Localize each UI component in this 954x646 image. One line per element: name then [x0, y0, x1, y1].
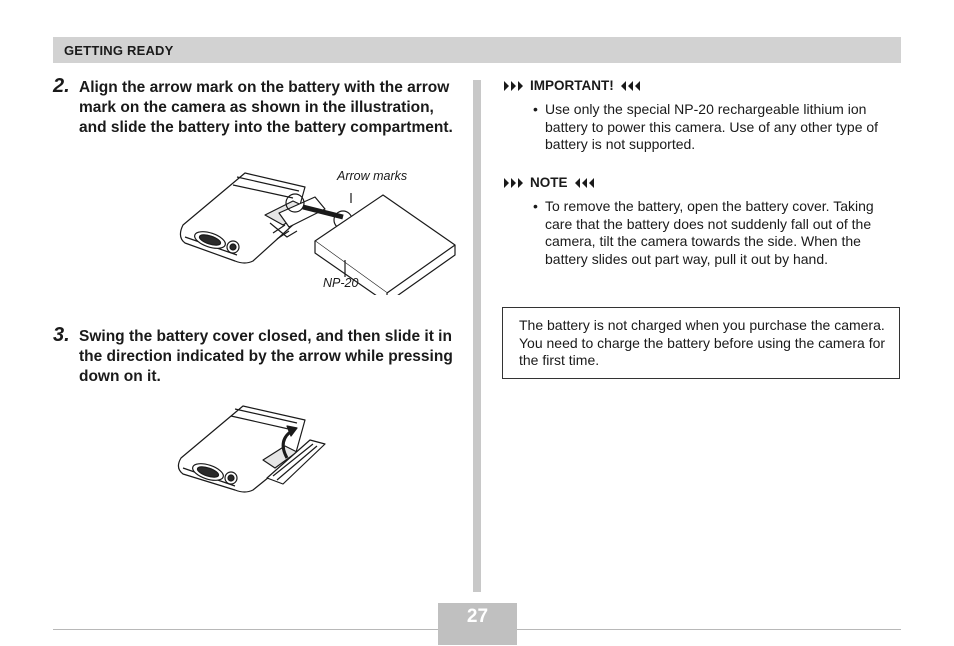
notice-text: The battery is not charged when you purchase the camera. You need to charge the battery before using the camera for the first time.: [519, 317, 886, 368]
section-title: GETTING READY: [64, 43, 174, 58]
page-number-tab: [438, 603, 517, 645]
notice-box: [502, 307, 900, 379]
section-header-bar: [53, 37, 901, 63]
important-title: IMPORTANT!: [530, 78, 614, 93]
note-heading: [503, 175, 595, 190]
list-item: • Use only the special NP-20 rechargeable lithium ion battery to power this camera. Use of any other type of battery is not supported.: [533, 101, 895, 154]
page-number: 27: [466, 606, 489, 627]
column-divider: [473, 80, 481, 592]
battery-label: NP-20: [323, 276, 359, 290]
list-item: • To remove the battery, open the battery cover. Taking care that the battery does not suddenly fall out of the camera, tilt the camera towards the side. When the battery slides out part way, pull it out by hand.: [533, 198, 895, 268]
triple-arrow-left-icon: [573, 177, 595, 189]
step-number: 3.: [53, 324, 70, 346]
step-number: 2.: [53, 75, 70, 97]
important-heading: [503, 78, 641, 93]
note-title: NOTE: [530, 175, 568, 190]
important-list: [533, 101, 895, 154]
triple-arrow-right-icon: [503, 177, 525, 189]
step-instruction: Swing the battery cover closed, and then slide it in the direction indicated by the arrow while pressing down on it.: [79, 328, 453, 385]
triple-arrow-right-icon: [503, 80, 525, 92]
note-list: [533, 198, 895, 268]
step-instruction: Align the arrow mark on the battery with the arrow mark on the camera as shown in the illustration, and slide the battery into the battery compartment.: [79, 79, 453, 136]
arrow-marks-label: Arrow marks: [337, 169, 408, 183]
triple-arrow-left-icon: [619, 80, 641, 92]
close-cover-illustration: [175, 400, 335, 495]
battery-insert-illustration: [175, 165, 465, 295]
